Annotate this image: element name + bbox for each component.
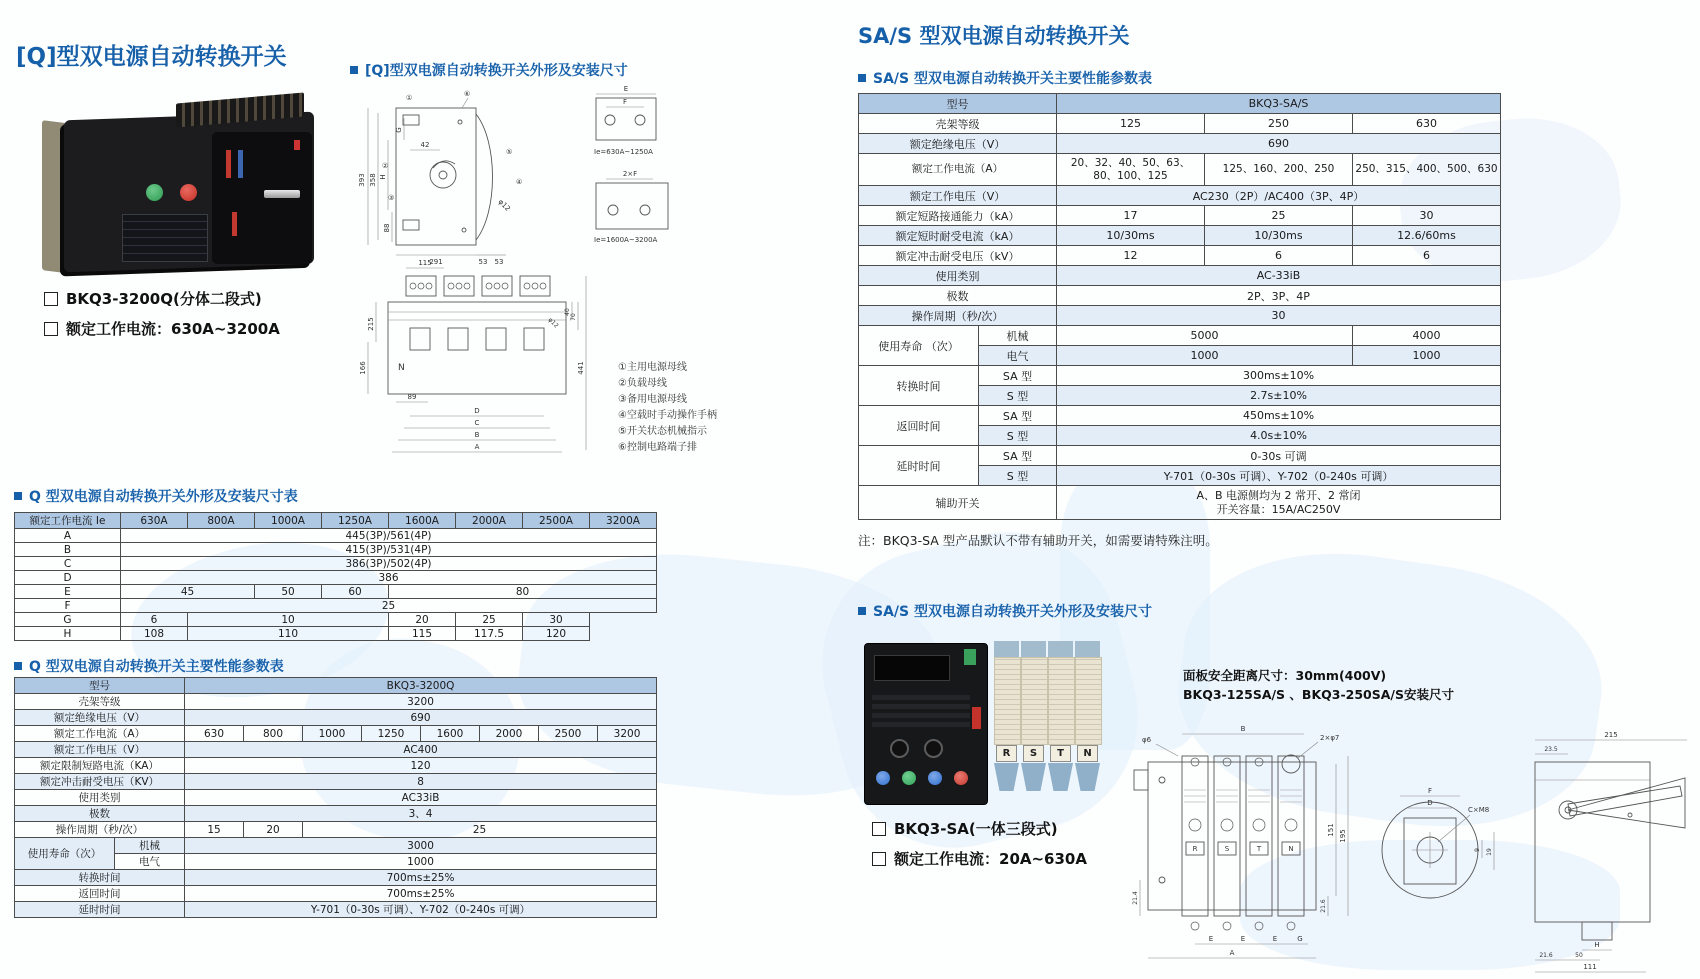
table-cell: 操作周期（秒/次） (859, 306, 1057, 326)
module-foot (1021, 763, 1046, 791)
sa-product-photo (860, 633, 1105, 815)
table-cell: 25 (456, 613, 523, 627)
table-cell: 壳架等级 (859, 114, 1057, 134)
checkbox-icon (872, 852, 886, 866)
sa-terminal-green (964, 649, 976, 665)
q-bullet-model-label: BKQ3-3200Q(分体二段式) (66, 290, 262, 308)
table-cell: 125、160、200、250 (1205, 154, 1353, 186)
table-cell: 250、315、400、500、630 (1353, 154, 1501, 186)
table-cell: 2.7s±10% (1057, 386, 1501, 406)
table-cell: 使用类别 (15, 790, 185, 806)
table-cell: 1600 (421, 726, 480, 742)
module-foot (994, 763, 1019, 791)
table-cell: 1250A (322, 513, 389, 529)
red-button-icon (180, 184, 197, 201)
table-cell: 45 (121, 585, 255, 599)
table-cell: 10 (188, 613, 389, 627)
indicator-slot (226, 150, 231, 178)
table-cell: 2000A (456, 513, 523, 529)
table-cell: 3200 (598, 726, 657, 742)
module-cap (1021, 641, 1046, 657)
table-cell: H (15, 627, 121, 641)
callout-label: ③ (388, 194, 395, 202)
q-perf-table-title: Q 型双电源自动转换开关主要性能参数表 (29, 659, 284, 675)
table-cell: 300ms±10% (1057, 366, 1501, 386)
dim-label: E (1208, 935, 1214, 943)
table-cell: 690 (185, 710, 657, 726)
sa-bullet-model-label: BKQ3-SA(一体三段式) (894, 820, 1058, 838)
dim-label: C×M8 (1468, 806, 1490, 814)
table-cell: BKQ3-SA/S (1057, 94, 1501, 114)
table-cell: 25 (1205, 206, 1353, 226)
table-cell: S 型 (979, 466, 1057, 486)
dim-label: 291 (429, 258, 443, 266)
sas-dim-section-title: SA/S 型双电源自动转换开关外形及安装尺寸 (873, 604, 1152, 620)
drawing-note: Ie=1600A~3200A (594, 236, 658, 244)
dim-label: φ12 (496, 197, 512, 213)
table-cell: 使用寿命 （次） (859, 326, 979, 366)
q-product-photo (26, 92, 346, 282)
q-drawing-legend (618, 360, 717, 456)
q-drawing-section-title: [Q]型双电源自动转换开关外形及安装尺寸 (365, 63, 628, 79)
callout-label: ② (382, 162, 389, 170)
green-button-icon (902, 771, 916, 785)
table-cell: 700ms±25% (185, 870, 657, 886)
sas-perf-section-title: SA/S 型双电源自动转换开关主要性能参数表 (873, 71, 1152, 87)
pole-label: N (1288, 845, 1294, 853)
table-cell: 20、32、40、50、63、80、100、125 (1057, 154, 1205, 186)
green-button-icon (146, 184, 163, 201)
q-bullet-current (44, 318, 280, 339)
table-cell: AC-33iB (1057, 266, 1501, 286)
callout-label: ① (406, 94, 413, 102)
blue-button-icon (876, 771, 890, 785)
q-photo-handle (264, 190, 300, 198)
module-label: T (1050, 745, 1071, 762)
sas-dim-section-header (858, 601, 1152, 621)
callout-label: ④ (516, 178, 523, 186)
table-cell: 30 (1353, 206, 1501, 226)
table-cell: 0-30s 可调 (1057, 446, 1501, 466)
indicator-slot (238, 150, 243, 178)
dim-label: 23.5 (1544, 746, 1558, 753)
q-photo-led (294, 140, 300, 150)
table-cell: 3200A (590, 513, 657, 529)
table-cell: 1000 (303, 726, 362, 742)
dim-label: 89 (407, 393, 417, 401)
table-cell: C (15, 557, 121, 571)
table-cell: 2500A (523, 513, 590, 529)
table-cell: 80 (389, 585, 657, 599)
table-cell: 额定工作电压（V） (15, 742, 185, 758)
q-dim-table-header (14, 486, 298, 506)
pole-label: R (1192, 845, 1198, 853)
dim-label: E (623, 85, 629, 93)
dim-label: 393 (358, 173, 366, 187)
table-cell: 17 (1057, 206, 1205, 226)
dim-label: φ6 (1142, 736, 1152, 744)
table-cell: 使用类别 (859, 266, 1057, 286)
table-cell: 1250 (362, 726, 421, 742)
dim-label: 21.6 (1320, 899, 1327, 913)
dim-label: G (1297, 935, 1303, 943)
legend-item: ③备用电源母线 (618, 394, 687, 405)
table-cell: 15 (185, 822, 244, 838)
table-cell: 额定工作电流 Ie (15, 513, 121, 529)
table-cell: 4000 (1353, 326, 1501, 346)
table-cell: 额定工作电流（A） (15, 726, 185, 742)
table-cell: D (15, 571, 121, 585)
table-cell: 辅助开关 (859, 486, 1057, 520)
table-cell: 操作周期（秒/次） (15, 822, 185, 838)
dim-label: C (474, 419, 480, 427)
table-cell: 60 (322, 585, 389, 599)
pole-module (1048, 641, 1073, 793)
dim-label: 53 (478, 258, 488, 266)
panel-safety-note (1183, 666, 1454, 704)
dim-label: F (1427, 787, 1433, 795)
table-cell: 额定绝缘电压（V） (15, 710, 185, 726)
table-cell: 6 (1205, 246, 1353, 266)
table-cell: Y-701（0-30s 可调）、Y-702（0-240s 可调） (1057, 466, 1501, 486)
module-body (1021, 657, 1048, 745)
dim-label: φ12 (546, 316, 560, 330)
panel-note-line1: 面板安全距离尺寸：30mm(400V) (1183, 668, 1387, 683)
dim-label: D (474, 407, 480, 415)
sa-controller-labels (872, 691, 970, 727)
table-cell: 450ms±10% (1057, 406, 1501, 426)
table-cell: 630 (1353, 114, 1501, 134)
table-cell: 120 (523, 627, 590, 641)
dim-label: 441 (577, 361, 585, 375)
dim-label: 50 (1575, 952, 1583, 959)
red-button-icon (954, 771, 968, 785)
q-photo-label-plate (122, 214, 208, 262)
dim-label: 215 (367, 317, 375, 331)
dim-label: 53 (494, 258, 504, 266)
q-drawing-section-header (350, 60, 628, 80)
table-cell: 3000 (185, 838, 657, 854)
table-cell: 20 (244, 822, 303, 838)
table-cell: 415(3P)/531(4P) (121, 543, 657, 557)
table-cell: E (15, 585, 121, 599)
table-cell: 630 (185, 726, 244, 742)
table-cell: 机械 (115, 838, 185, 854)
table-cell: SA 型 (979, 366, 1057, 386)
section-bullet-icon (350, 66, 358, 74)
table-cell: 50 (255, 585, 322, 599)
table-cell: A、B 电源侧均为 2 常开、2 常闭 开关容量：15A/AC250V (1057, 486, 1501, 520)
table-cell: 1600A (389, 513, 456, 529)
table-cell: AC33iB (185, 790, 657, 806)
table-cell: 10/30ms (1205, 226, 1353, 246)
dim-label: 111 (1583, 963, 1597, 971)
table-cell: SA 型 (979, 446, 1057, 466)
section-bullet-icon (14, 662, 22, 670)
sa-red-switch (972, 707, 981, 729)
table-cell: 386 (121, 571, 657, 585)
dim-label: H (1594, 941, 1600, 949)
module-cap (1075, 641, 1100, 657)
table-cell: 800 (244, 726, 303, 742)
table-cell: 20 (389, 613, 456, 627)
dim-label: A (1229, 949, 1235, 957)
table-cell: 3200 (185, 694, 657, 710)
dim-label: 21.4 (1132, 891, 1139, 905)
module-cap (1048, 641, 1073, 657)
checkbox-icon (44, 292, 58, 306)
table-cell: 2500 (539, 726, 598, 742)
table-cell: 额定冲击耐受电压（kV） (859, 246, 1057, 266)
table-cell: 额定短时耐受电流（kA） (859, 226, 1057, 246)
q-bullet-current-label: 额定工作电流：630A~3200A (66, 320, 280, 338)
module-label: S (1023, 745, 1044, 762)
dim-label: 88 (383, 223, 391, 233)
table-cell: 额定短路接通能力（kA） (859, 206, 1057, 226)
table-cell: 125 (1057, 114, 1205, 134)
dim-label: E (1272, 935, 1278, 943)
panel-note-line2: BKQ3-125SA/S 、BKQ3-250SA/S安装尺寸 (1183, 687, 1454, 702)
sa-dimension-drawing (1090, 700, 1700, 976)
module-label: N (1077, 745, 1098, 762)
dim-label: G (395, 127, 403, 133)
q-dimension-table (14, 512, 657, 641)
table-cell: G (15, 613, 121, 627)
table-cell: 250 (1205, 114, 1353, 134)
pole-label: S (1224, 845, 1230, 853)
q-perf-table-header (14, 656, 284, 676)
dim-label: H (379, 174, 387, 180)
knob-icon (924, 739, 943, 758)
table-cell: 25 (303, 822, 657, 838)
table-cell: 10/30ms (1057, 226, 1205, 246)
dim-label: D (1427, 799, 1433, 807)
neutral-label: N (398, 363, 405, 373)
sa-controller-screen (874, 655, 950, 681)
dim-label: 115 (418, 259, 432, 267)
table-cell: 12 (1057, 246, 1205, 266)
sas-note: 注：BKQ3-SA 型产品默认不带有辅助开关，如需要请特殊注明。 (858, 533, 1218, 548)
table-cell: 110 (188, 627, 389, 641)
dim-label: 42 (420, 141, 430, 149)
table-cell: 额定工作电流（A） (859, 154, 1057, 186)
table-cell: 25 (121, 599, 657, 613)
legend-item: ⑥控制电路端子排 (618, 442, 697, 453)
dim-label: B (1240, 725, 1246, 733)
table-cell: S 型 (979, 426, 1057, 446)
table-cell: 6 (1353, 246, 1501, 266)
table-cell: 返回时间 (15, 886, 185, 902)
table-cell: 30 (1057, 306, 1501, 326)
legend-item: ①主用电源母线 (618, 362, 687, 373)
page-title-sas: SA/S 型双电源自动转换开关 (858, 24, 1130, 48)
section-bullet-icon (858, 74, 866, 82)
module-label: R (996, 745, 1017, 762)
legend-item: ⑤开关状态机械指示 (618, 426, 707, 437)
q-bullet-model (44, 288, 280, 309)
table-cell: 12.6/60ms (1353, 226, 1501, 246)
callout-label: ⑥ (464, 90, 471, 98)
table-cell: 1000 (1353, 346, 1501, 366)
table-cell: 型号 (15, 678, 185, 694)
sas-performance-table (858, 93, 1501, 520)
dim-label: 70 (570, 313, 577, 321)
table-cell: 额定绝缘电压（V） (859, 134, 1057, 154)
dim-label: 2×φ7 (1320, 734, 1340, 742)
table-cell: 386(3P)/502(4P) (121, 557, 657, 571)
table-cell: 2P、3P、4P (1057, 286, 1501, 306)
table-cell: F (15, 599, 121, 613)
table-cell: 型号 (859, 94, 1057, 114)
table-cell: S 型 (979, 386, 1057, 406)
table-cell: 120 (185, 758, 657, 774)
dim-label: E (1240, 935, 1246, 943)
pole-module (1021, 641, 1046, 793)
sas-perf-section-header (858, 68, 1152, 88)
table-cell: 445(3P)/561(4P) (121, 529, 657, 543)
dim-label: 19 (1486, 848, 1493, 856)
drawing-note: Ie=630A~1250A (594, 148, 653, 156)
table-cell: 壳架等级 (15, 694, 185, 710)
table-cell: 3、4 (185, 806, 657, 822)
sa-bullet-model (872, 818, 1087, 839)
dim-label: 9 (1474, 848, 1481, 852)
blue-button-icon (928, 771, 942, 785)
pole-label: T (1256, 845, 1262, 853)
table-cell: 108 (121, 627, 188, 641)
page-title-q: [Q]型双电源自动转换开关 (16, 44, 287, 70)
table-cell: Y-701（0-30s 可调）、Y-702（0-240s 可调） (185, 902, 657, 918)
table-cell: BKQ3-3200Q (185, 678, 657, 694)
checkbox-icon (872, 822, 886, 836)
table-cell: AC400 (185, 742, 657, 758)
table-cell: 117.5 (456, 627, 523, 641)
table-cell: 4.0s±10% (1057, 426, 1501, 446)
table-cell: 极数 (15, 806, 185, 822)
table-cell: 5000 (1057, 326, 1353, 346)
table-cell: 1000A (255, 513, 322, 529)
section-bullet-icon (858, 607, 866, 615)
dim-label: 40 (564, 308, 571, 316)
table-cell: 8 (185, 774, 657, 790)
table-cell: AC230（2P）/AC400（3P、4P） (1057, 186, 1501, 206)
table-cell: 极数 (859, 286, 1057, 306)
dim-label: 21.6 (1539, 952, 1553, 959)
dim-label: 358 (369, 173, 377, 187)
legend-item: ②负载母线 (618, 378, 667, 389)
table-cell: 转换时间 (859, 366, 979, 406)
table-cell: B (15, 543, 121, 557)
table-cell: 2000 (480, 726, 539, 742)
table-cell: 1000 (1057, 346, 1353, 366)
table-cell: 630A (121, 513, 188, 529)
module-body (1048, 657, 1075, 745)
table-cell: 使用寿命（次） (15, 838, 115, 870)
table-cell: 电气 (979, 346, 1057, 366)
indicator-slot (232, 212, 237, 236)
table-cell: SA 型 (979, 406, 1057, 426)
table-cell: 电气 (115, 854, 185, 870)
dim-label: B (474, 431, 480, 439)
dim-label: 195 (1339, 829, 1347, 843)
table-cell: 1000 (185, 854, 657, 870)
table-cell: 115 (389, 627, 456, 641)
table-cell: 转换时间 (15, 870, 185, 886)
dim-label: 166 (359, 361, 367, 375)
table-cell: 额定工作电压（V） (859, 186, 1057, 206)
q-dim-table-title: Q 型双电源自动转换开关外形及安装尺寸表 (29, 489, 298, 505)
table-cell: 额定冲击耐受电压（KV） (15, 774, 185, 790)
table-cell: A (15, 529, 121, 543)
sa-bullet-current (872, 848, 1087, 869)
table-cell: 机械 (979, 326, 1057, 346)
module-foot (1048, 763, 1073, 791)
table-cell: 返回时间 (859, 406, 979, 446)
pole-module (994, 641, 1019, 793)
table-cell: 延时时间 (15, 902, 185, 918)
legend-item: ④空载时手动操作手柄 (618, 410, 717, 421)
q-performance-table (14, 677, 657, 918)
dim-label: 2×F (622, 170, 638, 178)
sa-bullets (872, 818, 1087, 878)
callout-label: ⑤ (506, 148, 513, 156)
dim-label: F (622, 98, 628, 106)
dim-label: 215 (1604, 731, 1618, 739)
table-cell: 6 (121, 613, 188, 627)
dim-label: 151 (1327, 823, 1335, 837)
checkbox-icon (44, 322, 58, 336)
module-cap (994, 641, 1019, 657)
q-bullets (44, 288, 280, 348)
knob-icon (890, 739, 909, 758)
module-body (994, 657, 1021, 745)
table-cell: 延时时间 (859, 446, 979, 486)
section-bullet-icon (14, 492, 22, 500)
dim-label: A (474, 443, 480, 451)
table-cell: 700ms±25% (185, 886, 657, 902)
table-cell: 800A (188, 513, 255, 529)
table-cell: 690 (1057, 134, 1501, 154)
table-cell: 30 (523, 613, 590, 627)
sa-bullet-current-label: 额定工作电流：20A~630A (894, 850, 1087, 868)
table-cell: 额定限制短路电流（KA） (15, 758, 185, 774)
